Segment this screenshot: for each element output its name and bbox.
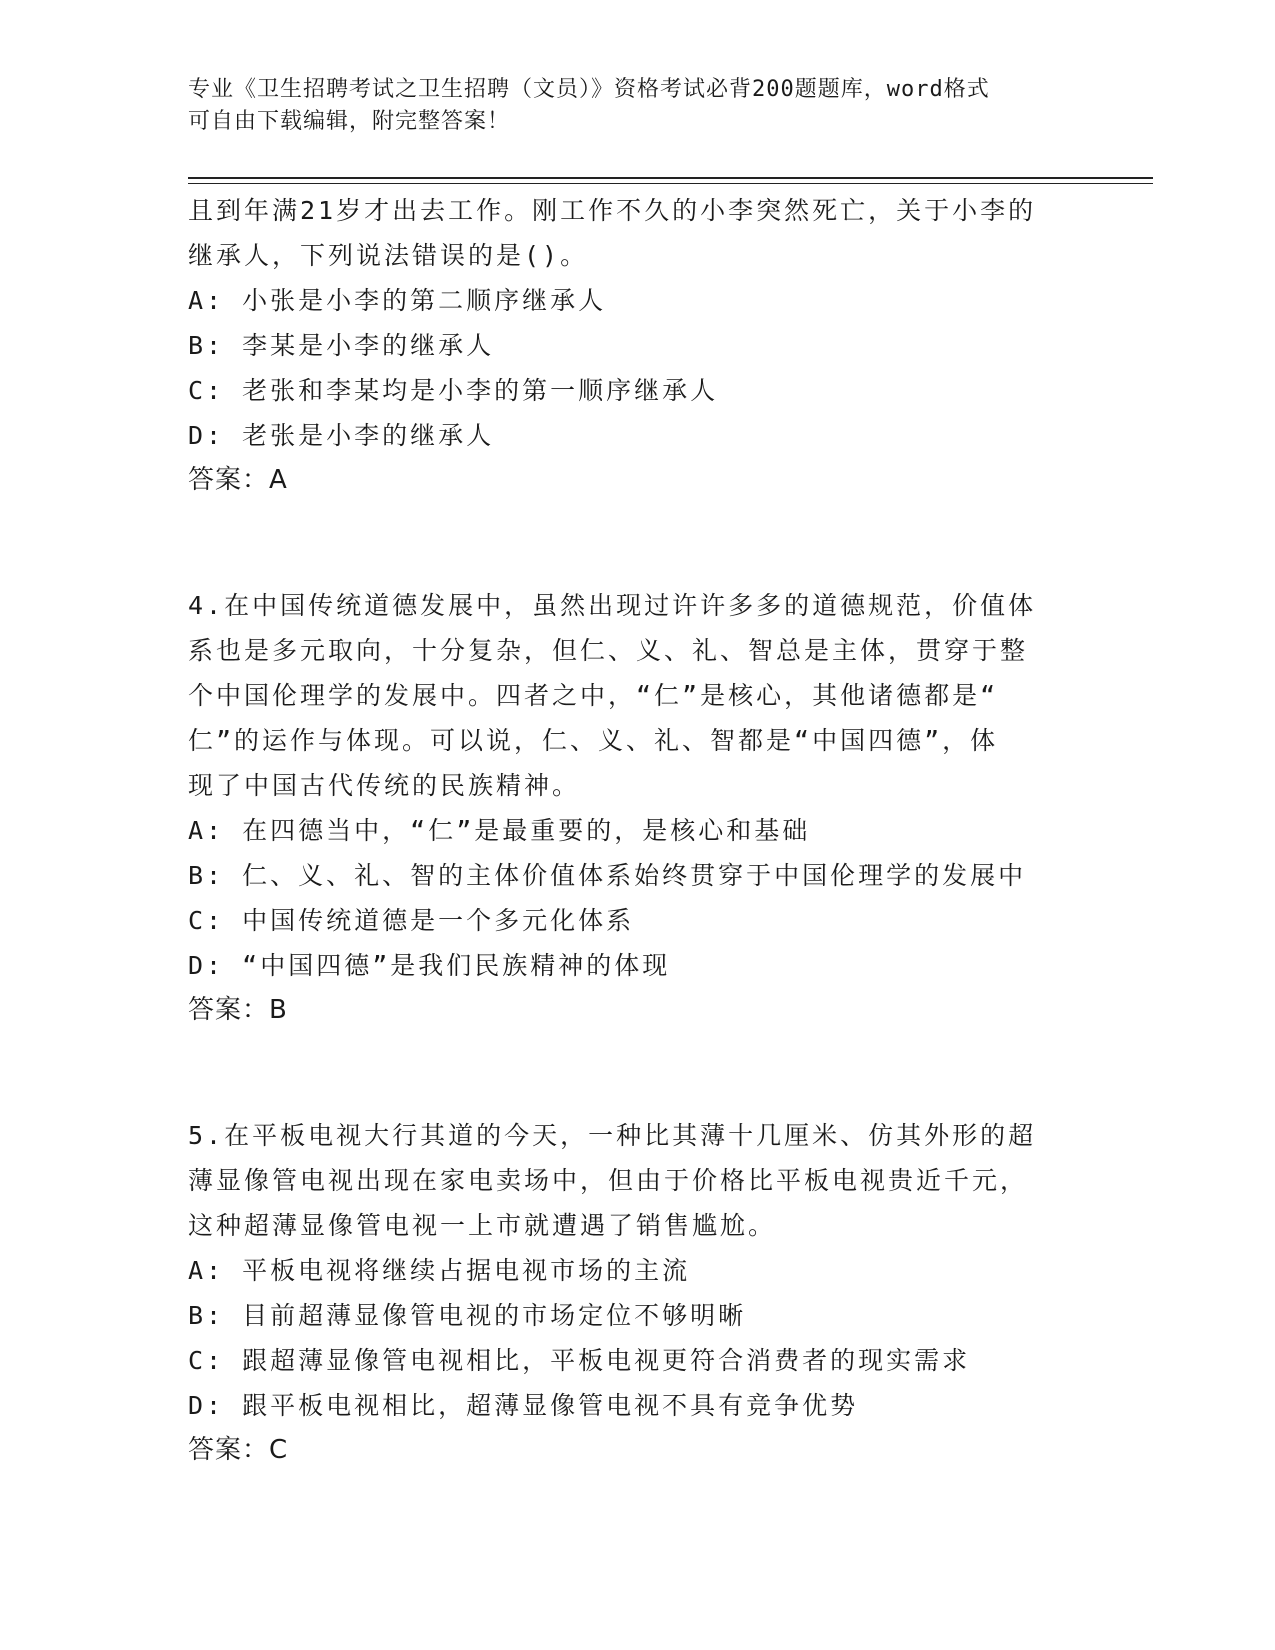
question-stem-line: 系也是多元取向，十分复杂，但仁、义、礼、智总是主体，贯穿于整 bbox=[188, 636, 1029, 665]
header-divider bbox=[188, 177, 1153, 179]
option-b: B: 目前超薄显像管电视的市场定位不够明晰 bbox=[188, 1301, 747, 1330]
question-stem-line: 继承人，下列说法错误的是()。 bbox=[188, 241, 589, 270]
option-c: C: 跟超薄显像管电视相比，平板电视更符合消费者的现实需求 bbox=[188, 1346, 971, 1375]
question-stem-line: 这种超薄显像管电视一上市就遭遇了销售尴尬。 bbox=[188, 1211, 777, 1240]
question-stem-line: 现了中国古代传统的民族精神。 bbox=[188, 771, 581, 800]
answer-label: 答案：B bbox=[188, 995, 288, 1025]
question-stem-line: 且到年满21岁才出去工作。刚工作不久的小李突然死亡，关于小李的 bbox=[188, 196, 1037, 225]
page-content bbox=[188, 188, 1088, 1473]
option-d: D: “中国四德”是我们民族精神的体现 bbox=[188, 951, 671, 980]
answer-label: 答案：A bbox=[188, 465, 288, 495]
option-b: B: 李某是小李的继承人 bbox=[188, 331, 495, 360]
question-4 bbox=[188, 583, 1088, 1033]
question-5 bbox=[188, 1113, 1088, 1473]
option-c: C: 老张和李某均是小李的第一顺序继承人 bbox=[188, 376, 719, 405]
answer-label: 答案：C bbox=[188, 1435, 289, 1465]
question-stem-line: 4.在中国传统道德发展中，虽然出现过许许多多的道德规范，价值体 bbox=[188, 591, 1037, 620]
question-stem-line: 个中国伦理学的发展中。四者之中，“仁”是核心，其他诸德都是“ bbox=[188, 681, 999, 710]
option-b: B: 仁、义、礼、智的主体价值体系始终贯穿于中国伦理学的发展中 bbox=[188, 861, 1027, 890]
header-divider-thin bbox=[188, 183, 1153, 184]
option-a: A: 平板电视将继续占据电视市场的主流 bbox=[188, 1256, 691, 1285]
header-line-1: 专业《卫生招聘考试之卫生招聘（文员）》资格考试必背200题题库，word格式 bbox=[188, 77, 990, 102]
option-a: A: 小张是小李的第二顺序继承人 bbox=[188, 286, 607, 315]
question-stem-line: 仁”的运作与体现。可以说，仁、义、礼、智都是“中国四德”，体 bbox=[188, 726, 999, 755]
question-3 bbox=[188, 188, 1088, 503]
header-line-2: 可自由下载编辑，附完整答案！ bbox=[188, 109, 511, 134]
option-c: C: 中国传统道德是一个多元化体系 bbox=[188, 906, 635, 935]
page-header bbox=[188, 74, 1088, 138]
question-stem-line: 5.在平板电视大行其道的今天，一种比其薄十几厘米、仿其外形的超 bbox=[188, 1121, 1037, 1150]
question-stem-line: 薄显像管电视出现在家电卖场中，但由于价格比平板电视贵近千元， bbox=[188, 1166, 1029, 1195]
option-a: A: 在四德当中，“仁”是最重要的，是核心和基础 bbox=[188, 816, 811, 845]
option-d: D: 跟平板电视相比，超薄显像管电视不具有竞争优势 bbox=[188, 1391, 859, 1420]
option-d: D: 老张是小李的继承人 bbox=[188, 421, 495, 450]
